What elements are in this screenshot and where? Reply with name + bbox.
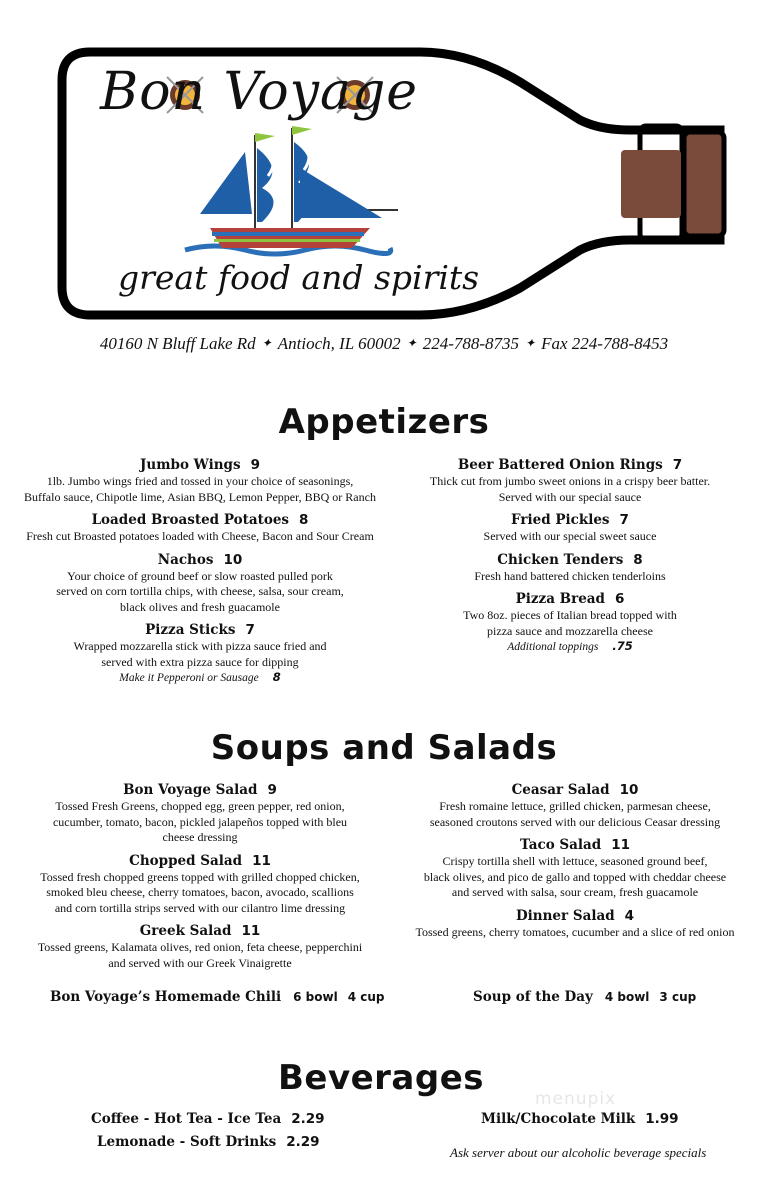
beverage-item: Milk/Chocolate Milk 1.99 — [481, 1111, 679, 1127]
ship-icon — [185, 126, 398, 254]
chili-item: Bon Voyage’s Homemade Chili 6 bowl 4 cup — [50, 989, 385, 1005]
salads-left-column — [15, 781, 385, 971]
menu-item: Nachos 10 Your choice of ground beef or slow roasted pulled pork served on corn tortilla chips, with cheese, salsa, sour cream, black olives and fresh guacamole — [56, 551, 344, 614]
menu-item: Chicken Tenders 8 Fresh hand battered chicken tenderloins — [474, 551, 666, 583]
soups-salads-title: Soups and Salads — [210, 728, 558, 768]
menu-item: Chopped Salad 11 Tossed fresh chopped greens topped with grilled chopped chicken, smoked bleu cheese, cherry tomatoes, bacon, avocado, scallions and corn tortilla strips served with our cilantro lime dressing — [40, 852, 360, 915]
menu-item: Pizza Bread 6 Two 8oz. pieces of Italian bread topped with pizza sauce and mozzarella cheese Additional toppings .75 — [463, 591, 677, 653]
beverage-note: Ask server about our alcoholic beverage specials — [450, 1145, 707, 1160]
address-line: 40160 N Bluff Lake Rd ✦ Antioch, IL 60002 ✦ 224-788-8735 ✦ Fax 224-788-8453 — [99, 334, 669, 353]
menu-item: Greek Salad 11 Tossed greens, Kalamata olives, red onion, feta cheese, pepperchini and served with our Greek Vinaigrette — [37, 923, 363, 970]
soup-of-day-item: Soup of the Day 4 bowl 3 cup — [473, 989, 697, 1005]
appetizers-left-column — [20, 456, 380, 686]
appetizers-title: Appetizers — [278, 402, 490, 442]
beverage-item: Lemonade - Soft Drinks 2.29 — [97, 1134, 320, 1150]
address-fax: Fax 224-788-8453 — [541, 334, 669, 353]
beverages-title: Beverages — [277, 1058, 485, 1098]
cork-icon — [621, 150, 681, 218]
watermark: menupix — [535, 1089, 617, 1109]
address-phone: 224-788-8735 — [422, 334, 520, 353]
menu-item: Pizza Sticks 7 Wrapped mozzarella stick with pizza sauce fried and served with extra pizza sauce for dipping Make it Pepperoni or Sausage 8 — [73, 622, 327, 684]
appetizers-right-column — [390, 456, 750, 655]
beverage-item: Coffee - Hot Tea - Ice Tea 2.29 — [91, 1111, 325, 1127]
address-street: 40160 N Bluff Lake Rd — [99, 334, 256, 353]
brand-name: Bon Voyage — [100, 62, 419, 122]
menu-item: Bon Voyage Salad 9 Tossed Fresh Greens, chopped egg, green pepper, red onion, cucumber, tomato, bacon, pickled jalapeños topped with bleu cheese dressing — [52, 782, 348, 844]
menu-item: Ceasar Salad 10 Fresh romaine lettuce, grilled chicken, parmesan cheese, seasoned croutons served with our delicious Ceasar dressing — [429, 782, 721, 829]
tagline: great food and spirits — [118, 258, 480, 297]
address-city: Antioch, IL 60002 — [277, 334, 401, 353]
menu-item: Jumbo Wings 9 1lb. Jumbo wings fried and tossed in your choice of seasonings, Buffalo sauce, Chipotle lime, Asian BBQ, Lemon Pepper, BBQ or Ranch — [24, 457, 376, 504]
menu-item: Fried Pickles 7 Served with our special sweet sauce — [483, 512, 657, 543]
salads-right-column — [395, 781, 755, 940]
menu-item: Loaded Broasted Potatoes 8 Fresh cut Broasted potatoes loaded with Cheese, Bacon and Sour Cream — [26, 512, 374, 543]
menu-item: Beer Battered Onion Rings 7 Thick cut from jumbo sweet onions in a crispy beer batter. Served with our special sauce — [429, 457, 711, 504]
menu-item: Taco Salad 11 Crispy tortilla shell with lettuce, seasoned ground beef, black olives, and pico de gallo and topped with cheddar cheese and served with salsa, sour cream, fresh guacamole — [423, 837, 727, 899]
menu-item: Dinner Salad 4 Tossed greens, cherry tomatoes, cucumber and a slice of red onion — [415, 907, 735, 939]
